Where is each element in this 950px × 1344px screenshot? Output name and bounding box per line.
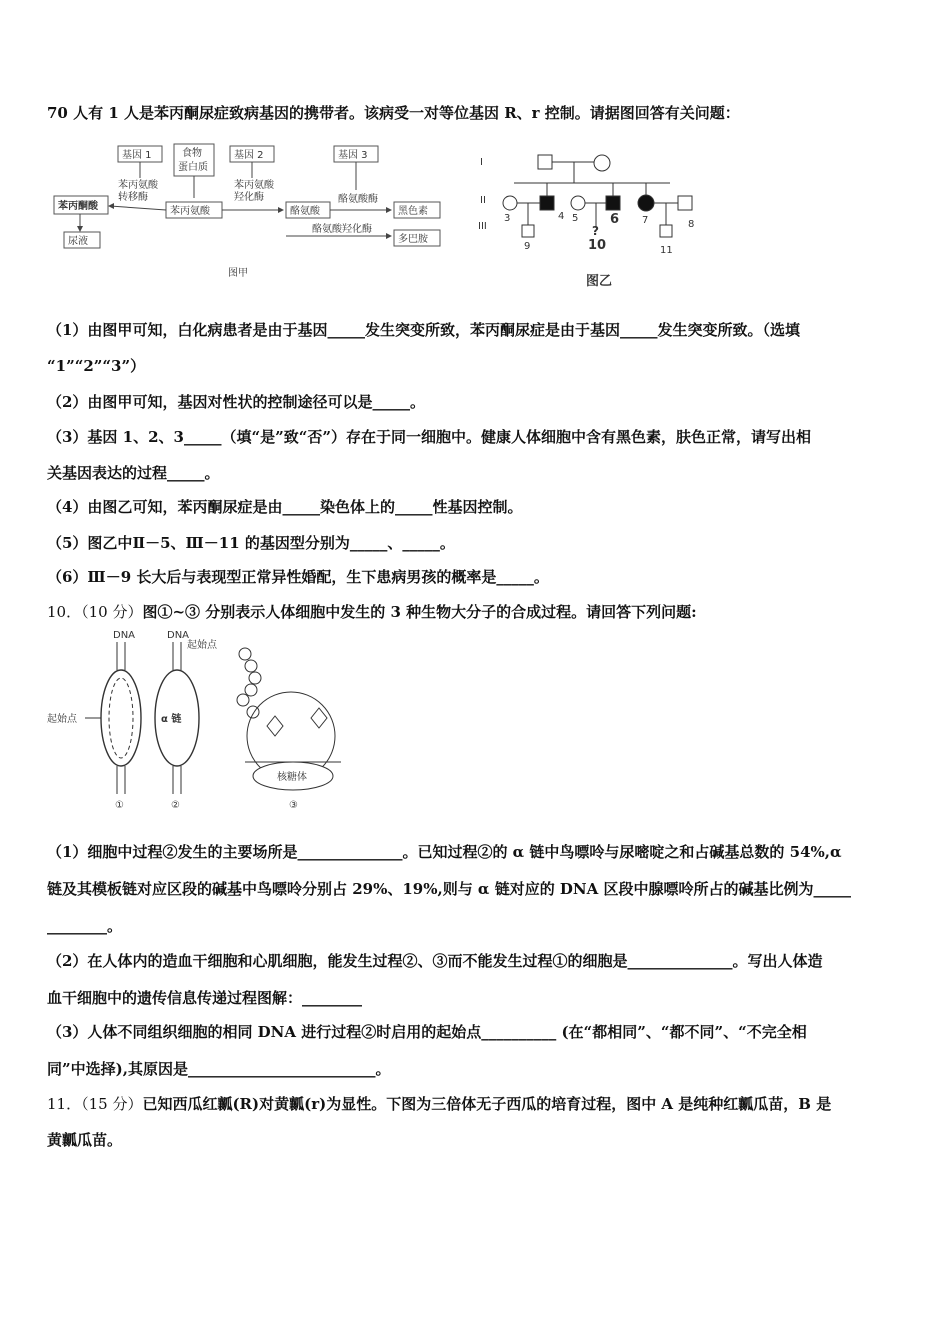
alpha-chain-label: α 链 bbox=[161, 714, 182, 725]
urine-label: 尿液 bbox=[68, 236, 88, 247]
id-9: 9 bbox=[524, 241, 531, 252]
hydroxylase-label: 苯丙氨酸 bbox=[234, 180, 274, 191]
origin-top-label: 起始点 bbox=[187, 640, 217, 651]
q11-score: （15 分） bbox=[81, 1095, 143, 1113]
q9-line-6: （4）由图乙可知，苯丙酮尿症是由_____染色体上的_____性基因控制。 bbox=[47, 498, 523, 516]
id-6: 6 bbox=[610, 212, 620, 227]
q9-line-7: （5）图乙中Ⅱ－5、Ⅲ－11 的基因型分别为_____、_____。 bbox=[47, 534, 455, 552]
q9-line-4: （3）基因 1、2、3_____（填“是”致“否”）存在于同一细胞中。健康人体细胞中含有黑色素，肤色正常，请写出相 bbox=[47, 428, 811, 446]
gen1-male bbox=[538, 155, 552, 169]
figure-yi bbox=[470, 145, 710, 293]
transaminase-label: 苯丙氨酸 bbox=[118, 180, 158, 191]
transaminase-label2: 转移酶 bbox=[118, 192, 148, 203]
gen1-female bbox=[594, 155, 610, 171]
q11-stem bbox=[47, 1094, 831, 1114]
id-4: 4 bbox=[558, 211, 565, 222]
gene3-label: 基因 3 bbox=[338, 150, 368, 161]
tyrosine-label: 酪氨酸 bbox=[290, 206, 320, 217]
dna-label-2: DNA bbox=[167, 630, 190, 641]
figure-yi-caption: 图乙 bbox=[586, 274, 613, 289]
individual-5 bbox=[571, 196, 585, 210]
individual-3 bbox=[503, 196, 517, 210]
gene1-label: 基因 1 bbox=[122, 150, 152, 161]
num-3: ③ bbox=[289, 800, 298, 811]
q9-line-8: （6）Ⅲ－9 长大后与表现型正常异性婚配，生下患病男孩的概率是_____。 bbox=[47, 568, 549, 586]
hydroxylase-label2: 羟化酶 bbox=[234, 192, 264, 203]
melanin-label: 黑色素 bbox=[398, 206, 428, 217]
individual-4 bbox=[540, 196, 554, 210]
individual-11 bbox=[660, 225, 672, 237]
q11-number: 11． bbox=[47, 1095, 82, 1113]
individual-6 bbox=[606, 196, 620, 210]
q11-stem-text: 已知西瓜红瓤(R)对黄瓤(r)为显性。下图为三倍体无子西瓜的培育过程，图中 A 是纯种红瓤瓜苗，B 是 bbox=[142, 1095, 832, 1113]
tyr-hydroxylase-label: 酪氨酸羟化酶 bbox=[312, 224, 372, 235]
individual-7 bbox=[638, 195, 654, 211]
q9-line-5: 关基因表达的过程_____。 bbox=[47, 464, 220, 482]
q9-line-2: “1”“2”“3”） bbox=[47, 357, 146, 375]
id-10: 10 bbox=[588, 238, 607, 253]
dopamine-label: 多巴胺 bbox=[398, 234, 428, 245]
dna-label-1: DNA bbox=[113, 630, 136, 641]
gene2-label: 基因 2 bbox=[234, 150, 264, 161]
q10-stem bbox=[47, 602, 697, 622]
q9-line-3: （2）由图甲可知，基因对性状的控制途径可以是_____。 bbox=[47, 393, 425, 411]
id-3: 3 bbox=[504, 213, 511, 224]
q10-line-1: （1）细胞中过程②发生的主要场所是______________。已知过程②的 α 链中鸟嘌呤与尿嘧啶之和占碱基总数的 54%,α bbox=[47, 843, 842, 861]
phenylalanine-label: 苯丙氨酸 bbox=[170, 206, 210, 217]
individual-8 bbox=[678, 196, 692, 210]
origin-left-label: 起始点 bbox=[47, 714, 77, 725]
id-11: 11 bbox=[660, 245, 673, 256]
id-5: 5 bbox=[572, 213, 579, 224]
q9-line-1: （1）由图甲可知，白化病患者是由于基因_____发生突变所致，苯丙酮尿症是由于基因_____发生突变所致。（选填 bbox=[47, 321, 800, 339]
figure-jia bbox=[50, 140, 460, 290]
q11-stem-2: 黄瓤瓜苗。 bbox=[47, 1131, 123, 1149]
ribosome-label: 核糖体 bbox=[277, 772, 307, 783]
q10-line-5: 血干细胞中的遗传信息传递过程图解：________ bbox=[47, 989, 363, 1007]
q10-number: 10． bbox=[47, 603, 82, 621]
q10-stem-text: 图①~③ 分别表示人体细胞中发生的 3 种生物大分子的合成过程。请回答下列问题: bbox=[142, 603, 697, 621]
q10-score: （10 分） bbox=[81, 603, 143, 621]
q10-line-2: 链及其模板链对应区段的碱基中鸟嘌呤分别占 29%、19%,则与 α 链对应的 DNA 区段中腺嘌呤所占的碱基比例为_____ bbox=[47, 880, 851, 898]
q10-line-7: 同”中选择),其原因是_________________________。 bbox=[47, 1060, 391, 1078]
q10-line-4: （2）在人体内的造血干细胞和心肌细胞，能发生过程②、③而不能发生过程①的细胞是______________。写出人体造 bbox=[47, 952, 823, 970]
gen-label-3: III bbox=[478, 221, 487, 232]
intro-line: 70 人有 1 人是苯丙酮尿症致病基因的携带者。该病受一对等位基因 R、r 控制。请据图回答有关问题： bbox=[47, 104, 740, 122]
food-label: 食物 bbox=[182, 148, 202, 159]
protein-label: 蛋白质 bbox=[178, 162, 208, 173]
gen-label-2: II bbox=[480, 195, 486, 206]
phenylpyruvate-label: 苯丙酮酸 bbox=[58, 201, 98, 212]
num-1: ① bbox=[115, 800, 124, 811]
id-7: 7 bbox=[642, 215, 649, 226]
num-2: ② bbox=[171, 800, 180, 811]
tyrosinase-label: 酪氨酸酶 bbox=[338, 194, 378, 205]
id-8: 8 bbox=[688, 219, 695, 230]
individual-9 bbox=[522, 225, 534, 237]
q10-line-6: （3）人体不同组织细胞的相同 DNA 进行过程②时启用的起始点__________ (在“都相同”、“都不同”、“不完全相 bbox=[47, 1023, 807, 1041]
figure-jia-caption: 图甲 bbox=[228, 268, 248, 279]
q10-line-3: ________。 bbox=[47, 917, 123, 935]
gen-label-1: I bbox=[480, 157, 483, 168]
figure-q10 bbox=[45, 626, 365, 812]
unknown-mark: ? bbox=[592, 224, 599, 238]
